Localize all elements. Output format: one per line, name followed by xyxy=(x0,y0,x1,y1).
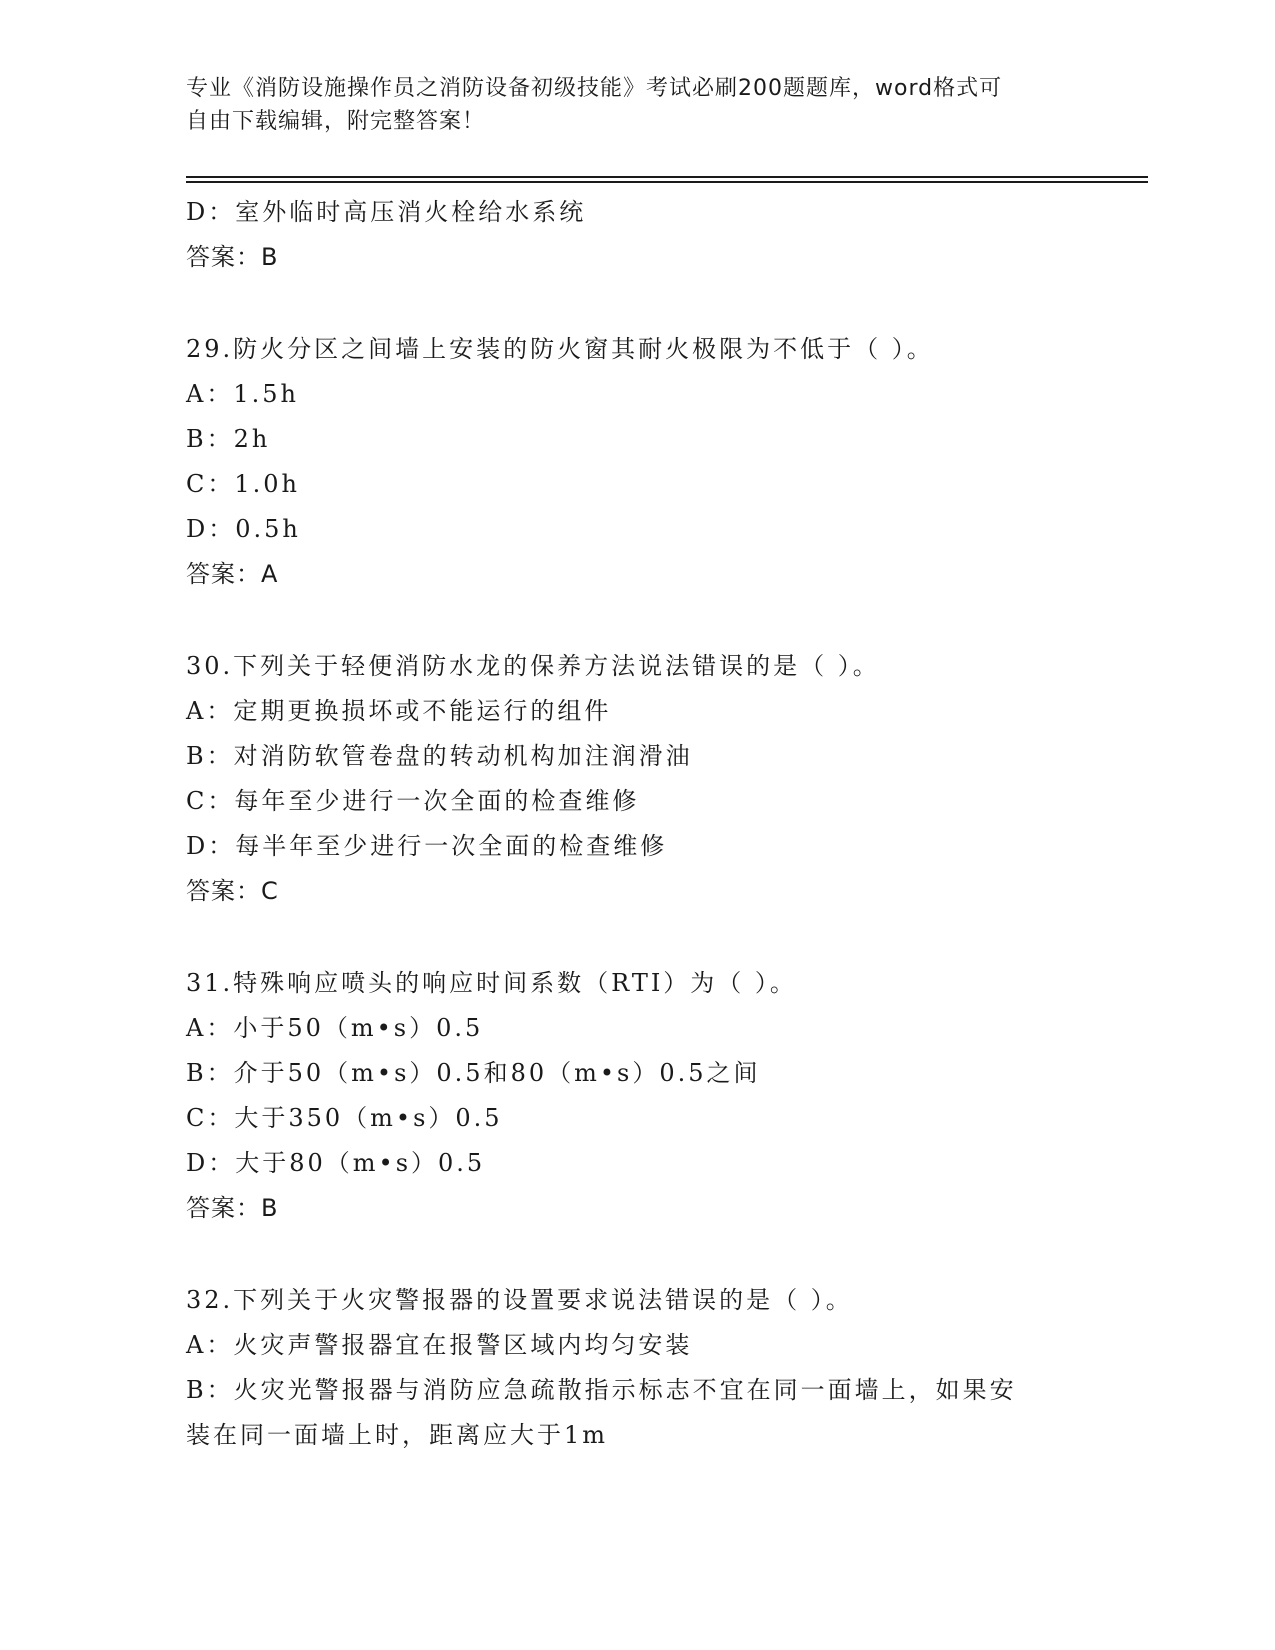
option-b-continued: 装在同一面墙上时，距离应大于1m xyxy=(186,1421,609,1449)
question-30 xyxy=(186,644,1086,914)
option-d: D：0.5h xyxy=(186,515,301,543)
question-stem: 29.防火分区之间墙上安装的防火窗其耐火极限为不低于（ ）。 xyxy=(186,335,934,363)
document-header xyxy=(186,72,1086,138)
option-b: B：介于50（m•s）0.5和80（m•s）0.5之间 xyxy=(186,1059,761,1087)
answer-line: 答案：C xyxy=(186,877,279,905)
question-31 xyxy=(186,961,1086,1231)
option-d: D：每半年至少进行一次全面的检查维修 xyxy=(186,832,668,860)
option-b: B：对消防软管卷盘的转动机构加注润滑油 xyxy=(186,742,693,770)
question-32 xyxy=(186,1278,1086,1458)
header-rule-top xyxy=(186,176,1148,178)
option-c: C：大于350（m•s）0.5 xyxy=(186,1104,503,1132)
question-list xyxy=(186,190,1086,1458)
answer-line: 答案：A xyxy=(186,560,279,588)
question-stem: 31.特殊响应喷头的响应时间系数（RTI）为（ ）。 xyxy=(186,969,797,997)
question-stem: 30.下列关于轻便消防水龙的保养方法说法错误的是（ ）。 xyxy=(186,652,880,680)
option-a: A：1.5h xyxy=(186,380,299,408)
question-stem: 32.下列关于火灾警报器的设置要求说法错误的是（ ）。 xyxy=(186,1286,853,1314)
option-b: B：火灾光警报器与消防应急疏散指示标志不宜在同一面墙上，如果安 xyxy=(186,1376,1017,1404)
option-b: B：2h xyxy=(186,425,271,453)
previous-question-tail xyxy=(186,190,1086,280)
option-a: A：小于50（m•s）0.5 xyxy=(186,1014,484,1042)
question-29 xyxy=(186,327,1086,597)
header-line-1: 专业《消防设施操作员之消防设备初级技能》考试必刷200题题库，word格式可 xyxy=(186,76,1003,101)
header-rule-bottom xyxy=(186,181,1148,183)
option-a: A：火灾声警报器宜在报警区域内均匀安装 xyxy=(186,1331,693,1359)
option-c: C：每年至少进行一次全面的检查维修 xyxy=(186,787,640,815)
option-c: C：1.0h xyxy=(186,470,300,498)
answer-line: 答案：B xyxy=(186,243,279,271)
option-d: D：室外临时高压消火栓给水系统 xyxy=(186,198,587,226)
header-line-2: 自由下载编辑，附完整答案！ xyxy=(186,109,486,134)
option-d: D：大于80（m•s）0.5 xyxy=(186,1149,486,1177)
option-a: A：定期更换损坏或不能运行的组件 xyxy=(186,697,612,725)
answer-line: 答案：B xyxy=(186,1194,279,1222)
